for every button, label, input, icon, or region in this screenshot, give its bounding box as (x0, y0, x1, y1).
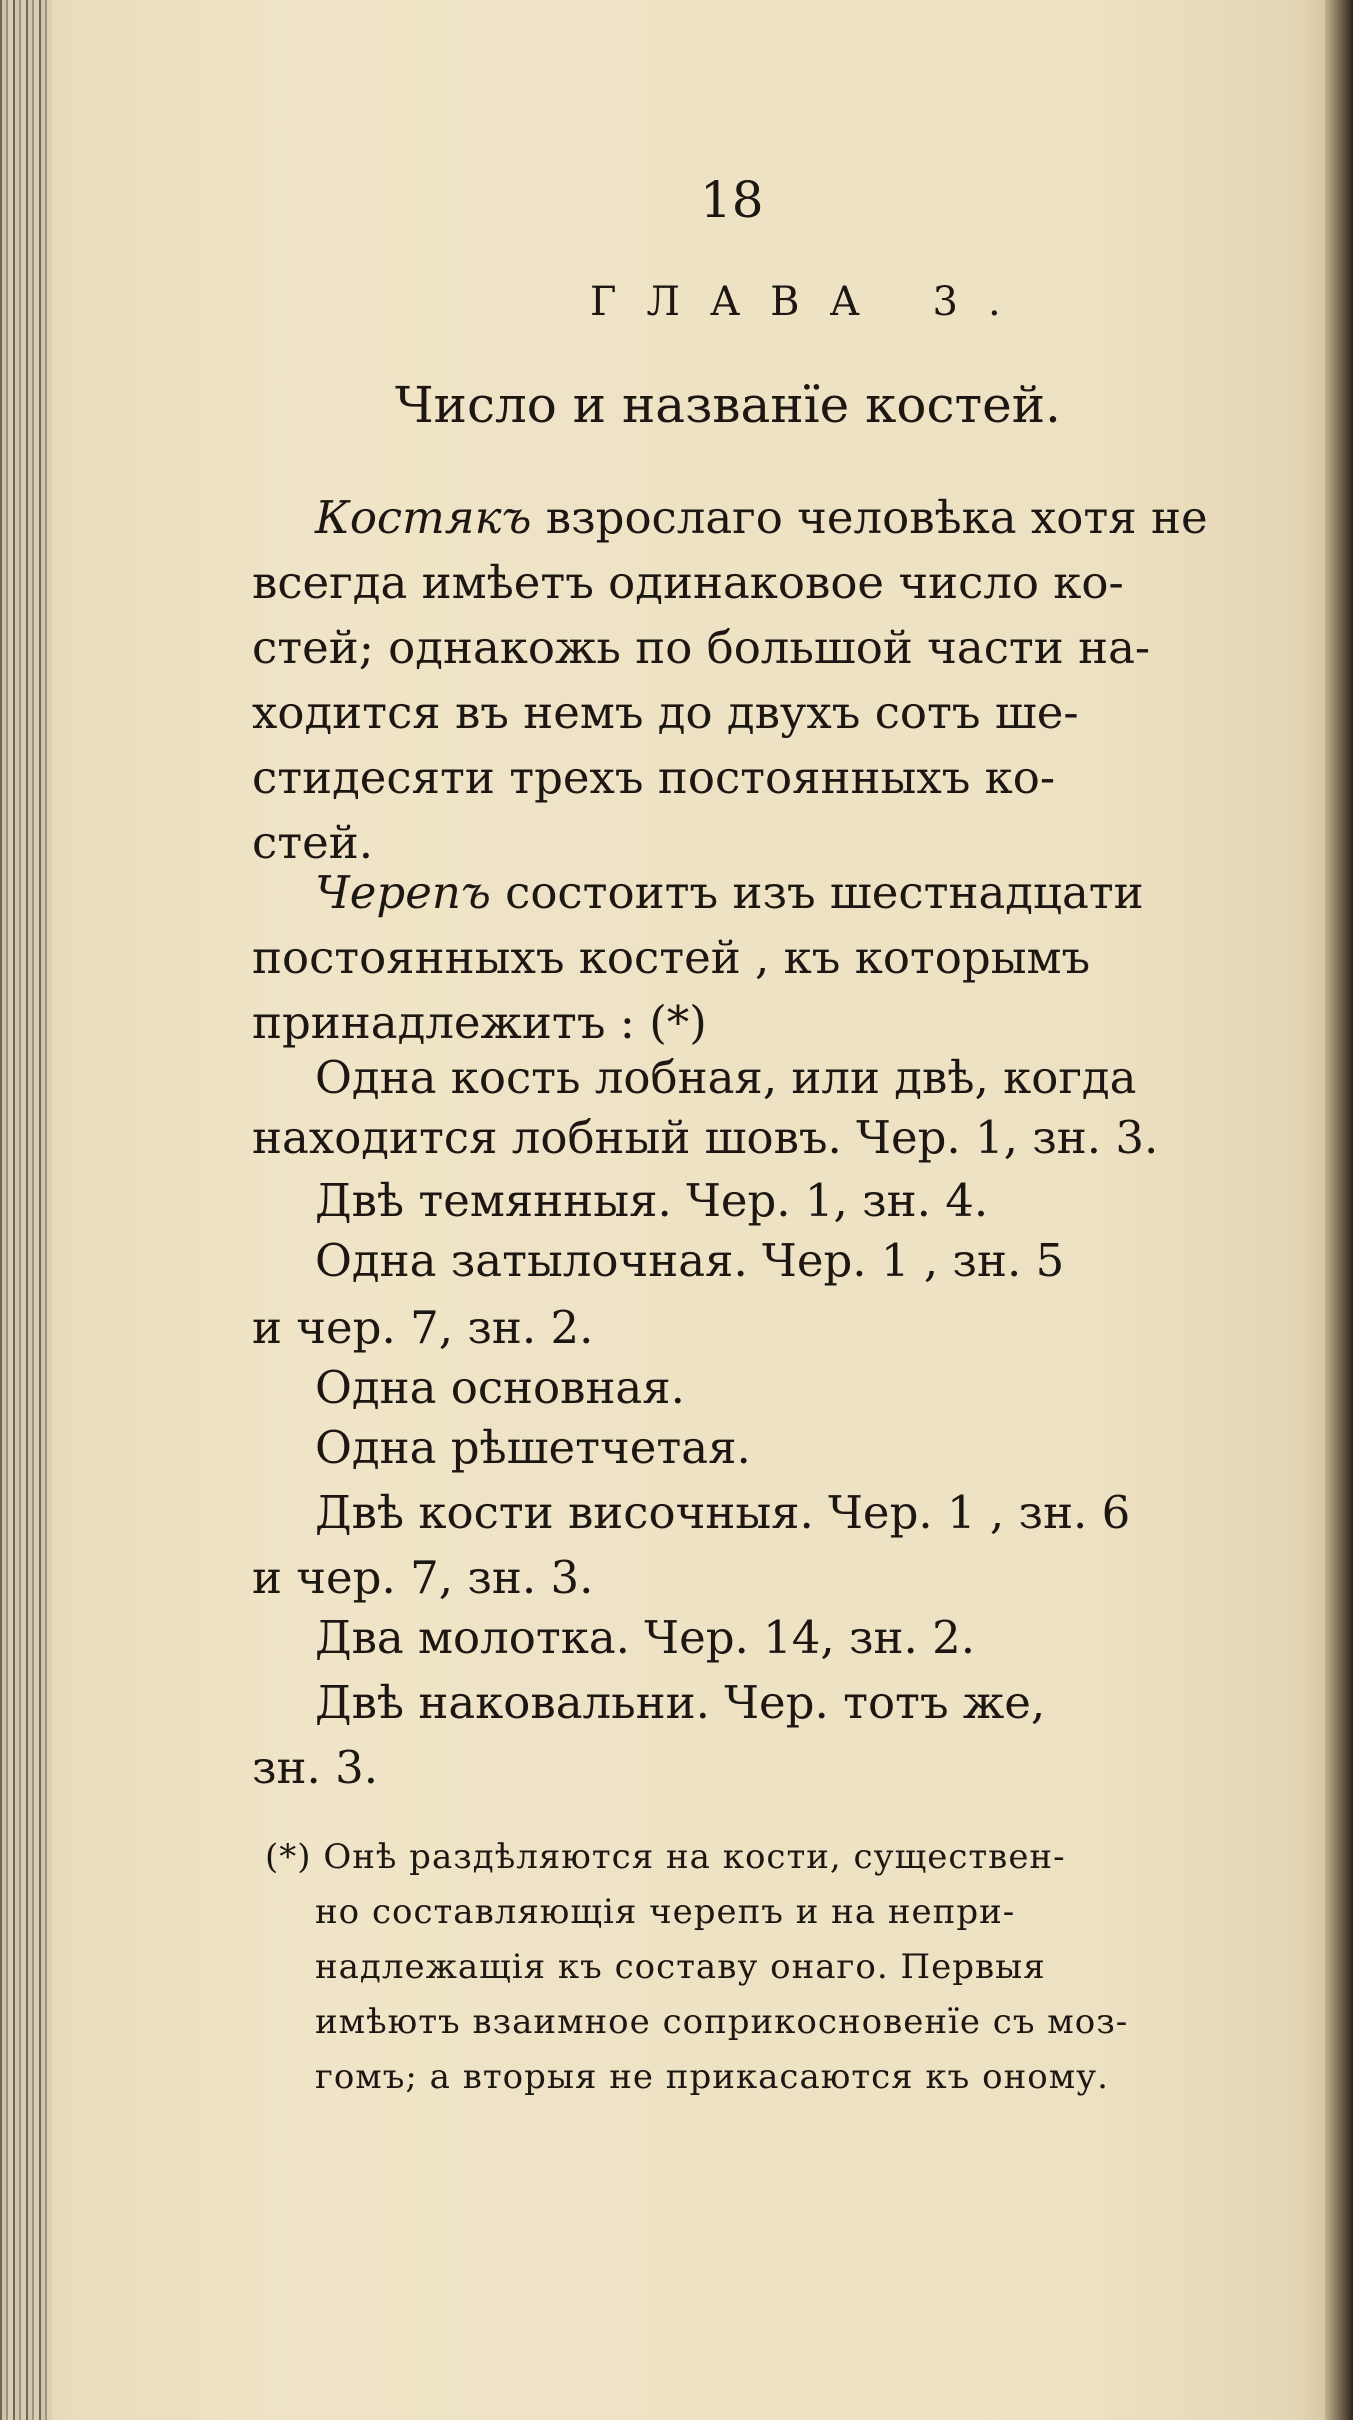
footnote-line-1: (*) Онѣ раздѣляются на кости, существен- (265, 1837, 1066, 1877)
list-line-6: Одна основная. (315, 1361, 685, 1414)
footnote-line-3: надлежащія къ составу онаго. Первыя (315, 1947, 1046, 1987)
page-number: 18 (700, 171, 764, 229)
paragraph1-line-3: стей; однакожь по большой части на- (252, 621, 1151, 674)
list-line-7: Одна рѣшетчетая. (315, 1421, 751, 1474)
page-binding-edge (0, 0, 52, 2420)
chapter-heading: ГЛАВА 3. (590, 279, 1031, 325)
list-line-8: Двѣ кости височныя. Чер. 1 , зн. 6 (315, 1486, 1131, 1539)
list-line-4: Одна затылочная. Чер. 1 , зн. 5 (315, 1234, 1065, 1287)
list-line-9: и чер. 7, зн. 3. (252, 1551, 594, 1604)
chapter-title: Число и названїе костей. (395, 376, 1061, 434)
paragraph1-line-5: стидесяти трехъ постоянныхъ ко- (252, 751, 1056, 804)
list-line-3: Двѣ темянныя. Чер. 1, зн. 4. (315, 1174, 989, 1227)
paragraph2-line-3: принадлежитъ : (*) (252, 996, 707, 1049)
paragraph2-lead-word: Черепъ (315, 866, 491, 919)
page-right-edge (1325, 0, 1353, 2420)
paragraph1-line-2: всегда имѣетъ одинаковое число ко- (252, 556, 1124, 609)
footnote-line-5: гомъ; а вторыя не прикасаются къ оному. (315, 2057, 1109, 2097)
footnote-line-2: но составляющія черепъ и на непри- (315, 1892, 1016, 1932)
paragraph2-line-1-text: состоитъ изъ шестнадцати (505, 866, 1144, 919)
paragraph1-line-1-text: взрослаго человѣка хотя не (545, 491, 1208, 544)
paragraph2-line-1 (315, 866, 1144, 919)
list-line-12: зн. 3. (252, 1741, 379, 1794)
paragraph2-line-2: постоянныхъ костей , къ которымъ (252, 931, 1091, 984)
paragraph1-lead-word: Костякъ (315, 491, 532, 544)
paragraph1-line-6: стей. (252, 816, 374, 869)
footnote-line-4: имѣютъ взаимное соприкосновенїе съ моз- (315, 2002, 1129, 2042)
list-line-2: находится лобный шовъ. Чер. 1, зн. 3. (252, 1111, 1159, 1164)
list-line-11: Двѣ наковальни. Чер. тотъ же, (315, 1676, 1046, 1729)
list-line-10: Два молотка. Чер. 14, зн. 2. (315, 1611, 976, 1664)
list-line-1: Одна кость лобная, или двѣ, когда (315, 1051, 1137, 1104)
paragraph1-line-1 (315, 491, 1208, 544)
list-line-5: и чер. 7, зн. 2. (252, 1301, 594, 1354)
paragraph1-line-4: ходится въ немъ до двухъ сотъ ше- (252, 686, 1079, 739)
